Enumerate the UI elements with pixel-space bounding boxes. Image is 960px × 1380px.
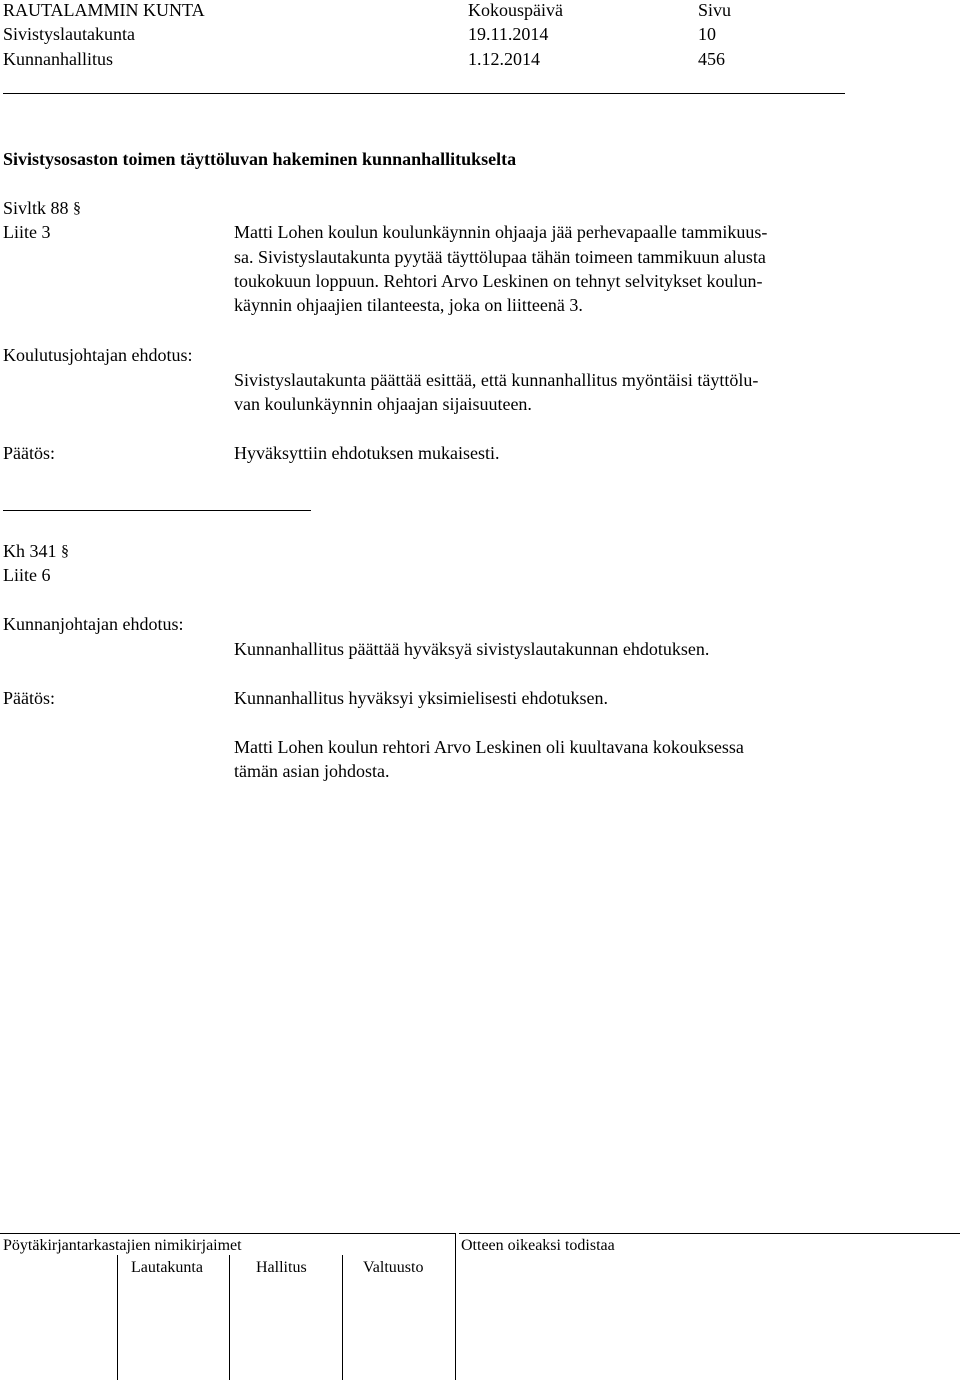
municipality-name: RAUTALAMMIN KUNTA — [3, 0, 205, 20]
sivltk-body-line-4: käynnin ohjaajien tilanteesta, joka on liitteenä 3. — [234, 295, 583, 315]
header-body-1: Sivistyslautakunta — [3, 24, 135, 44]
sivltk-decision-label: Päätös: — [3, 443, 55, 463]
sivltk-decision-text: Hyväksyttiin ehdotuksen mukaisesti. — [234, 443, 500, 463]
sivltk-body-line-1: Matti Lohen koulun koulunkäynnin ohjaaja jää perhevapaalle tammikuus- — [234, 222, 768, 242]
header-date-1: 19.11.2014 — [468, 24, 549, 44]
sivltk-proposal-line-2: van koulunkäynnin ohjaajan sijaisuuteen. — [234, 394, 532, 414]
sivltk-section-ref — [3, 196, 81, 221]
footer-top-line-left — [0, 1233, 455, 1234]
meeting-date-label: Kokouspäivä — [468, 0, 563, 20]
kh-note-line-1: Matti Lohen koulun rehtori Arvo Leskinen oli kuultavana kokouksessa — [234, 737, 744, 757]
footer-column-divider-2 — [229, 1255, 230, 1380]
kh-decision-text: Kunnanhallitus hyväksyi yksimielisesti ehdotuksen. — [234, 688, 608, 708]
header-page-1: 10 — [698, 24, 716, 44]
sivltk-body-line-3: toukokuun loppuun. Rehtori Arvo Leskinen on tehnyt selvitykset koulun- — [234, 271, 763, 291]
kh-decision-label: Päätös: — [3, 688, 55, 708]
section-sign-icon: § — [73, 200, 82, 217]
footer-top-line-right — [459, 1233, 960, 1234]
sivltk-attachment: Liite 3 — [3, 222, 51, 242]
section-divider — [3, 510, 311, 511]
header-body-2: Kunnanhallitus — [3, 49, 113, 69]
municipal-manager-proposal-label: Kunnanjohtajan ehdotus: — [3, 614, 184, 634]
kh-section-number: Kh 341 — [3, 541, 57, 561]
sivltk-proposal-line-1: Sivistyslautakunta päättää esittää, että kunnanhallitus myöntäisi täyttölu- — [234, 370, 759, 390]
kh-proposal-text: Kunnanhallitus päättää hyväksyä sivistyslautakunnan ehdotuksen. — [234, 639, 710, 659]
inspectors-initials-label: Pöytäkirjantarkastajien nimikirjaimet — [3, 1237, 242, 1254]
footer-column-divider-3 — [342, 1255, 343, 1380]
footer-column-board: Lautakunta — [131, 1259, 203, 1276]
document-title: Sivistysosaston toimen täyttöluvan hakeminen kunnanhallitukselta — [3, 149, 517, 169]
section-sign-icon: § — [61, 543, 69, 560]
certified-copy-label: Otteen oikeaksi todistaa — [461, 1237, 615, 1254]
header-divider — [3, 93, 845, 94]
sivltk-body-line-2: sa. Sivistyslautakunta pyytää täyttölupaa tähän toimeen tammikuun alusta — [234, 247, 766, 267]
sivltk-section-number: Sivltk 88 — [3, 198, 69, 218]
education-director-proposal-label: Koulutusjohtajan ehdotus: — [3, 345, 193, 365]
page-label: Sivu — [698, 0, 732, 20]
footer-column-divider-1 — [117, 1255, 118, 1380]
header-date-2: 1.12.2014 — [468, 49, 540, 69]
footer-column-government: Hallitus — [256, 1259, 307, 1276]
footer-column-divider-4 — [455, 1233, 456, 1380]
footer-column-council: Valtuusto — [363, 1259, 424, 1276]
kh-attachment: Liite 6 — [3, 565, 51, 585]
header-page-2: 456 — [698, 49, 725, 69]
kh-section-ref — [3, 539, 69, 564]
kh-note-line-2: tämän asian johdosta. — [234, 761, 390, 781]
